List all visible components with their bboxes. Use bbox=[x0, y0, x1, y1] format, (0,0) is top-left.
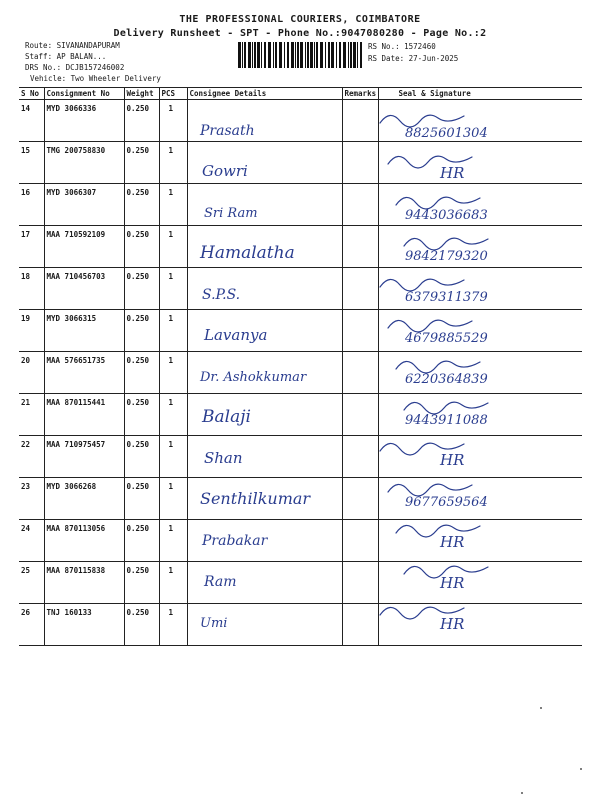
row-pcs: 1 bbox=[159, 478, 187, 520]
table-row bbox=[19, 310, 582, 352]
row-consignee-details bbox=[187, 478, 342, 520]
signature-handwriting: HR bbox=[440, 574, 465, 592]
col-remarks: Remarks bbox=[342, 88, 378, 100]
barcode-bar bbox=[336, 42, 337, 68]
consignee-handwriting: Gowri bbox=[202, 162, 248, 180]
row-consignee-details bbox=[187, 604, 342, 646]
row-weight: 0.250 bbox=[124, 100, 159, 142]
row-remarks bbox=[342, 394, 378, 436]
barcode-bar bbox=[316, 42, 318, 68]
row-seal-signature bbox=[378, 604, 582, 646]
consignee-handwriting: Senthilkumar bbox=[200, 489, 311, 508]
table-row bbox=[19, 604, 582, 646]
barcode-bar bbox=[273, 42, 274, 68]
row-pcs: 1 bbox=[159, 310, 187, 352]
barcode-bar bbox=[238, 42, 241, 68]
runsheet-table bbox=[19, 87, 582, 646]
row-pcs: 1 bbox=[159, 562, 187, 604]
barcode-bar bbox=[307, 42, 309, 68]
row-consignment-no: MYD 3066268 bbox=[44, 478, 124, 520]
row-sno: 16 bbox=[19, 184, 44, 226]
col-weight: Weight bbox=[124, 88, 159, 100]
table-row bbox=[19, 436, 582, 478]
row-consignee-details bbox=[187, 562, 342, 604]
barcode-bar bbox=[287, 42, 289, 68]
row-remarks bbox=[342, 352, 378, 394]
row-remarks bbox=[342, 478, 378, 520]
row-consignee-details bbox=[187, 310, 342, 352]
barcode-bar bbox=[279, 42, 282, 68]
row-weight: 0.250 bbox=[124, 226, 159, 268]
route-label: Route: SIVANANDAPURAM bbox=[25, 41, 120, 50]
row-seal-signature bbox=[378, 478, 582, 520]
barcode-bar bbox=[328, 42, 330, 68]
barcode-bar bbox=[320, 42, 323, 68]
barcode-bar bbox=[360, 42, 362, 68]
barcode-icon bbox=[238, 42, 362, 68]
row-consignment-no: MAA 710592109 bbox=[44, 226, 124, 268]
row-remarks bbox=[342, 226, 378, 268]
row-remarks bbox=[342, 604, 378, 646]
row-consignment-no: MYD 3066307 bbox=[44, 184, 124, 226]
row-sno: 15 bbox=[19, 142, 44, 184]
signature-handwriting: HR bbox=[440, 615, 465, 633]
row-consignee-details bbox=[187, 142, 342, 184]
row-consignment-no: MYD 3066336 bbox=[44, 100, 124, 142]
row-consignment-no: MYD 3066315 bbox=[44, 310, 124, 352]
consignee-handwriting: Dr. Ashokkumar bbox=[200, 370, 307, 385]
barcode-bar bbox=[310, 42, 313, 68]
row-remarks bbox=[342, 184, 378, 226]
row-consignment-no: MAA 710456703 bbox=[44, 268, 124, 310]
signature-handwriting: HR bbox=[440, 451, 465, 469]
row-seal-signature bbox=[378, 226, 582, 268]
row-consignee-details bbox=[187, 100, 342, 142]
signature-handwriting: 8825601304 bbox=[405, 126, 488, 141]
barcode-bar bbox=[305, 42, 306, 68]
row-consignee-details bbox=[187, 268, 342, 310]
barcode-bar bbox=[350, 42, 352, 68]
table-row bbox=[19, 478, 582, 520]
row-consignment-no: MAA 870115441 bbox=[44, 394, 124, 436]
barcode-bar bbox=[343, 42, 346, 68]
table-row bbox=[19, 142, 582, 184]
staff-label: Staff: AP BALAN... bbox=[25, 52, 107, 61]
signature-handwriting: 6379311379 bbox=[405, 290, 488, 305]
consignee-handwriting: Sri Ram bbox=[204, 206, 258, 221]
row-seal-signature bbox=[378, 562, 582, 604]
row-remarks bbox=[342, 100, 378, 142]
row-remarks bbox=[342, 436, 378, 478]
table-header-row bbox=[19, 88, 582, 100]
barcode-bar bbox=[264, 42, 266, 68]
signature-handwriting: HR bbox=[440, 533, 465, 551]
table-row bbox=[19, 268, 582, 310]
signature-handwriting: HR bbox=[440, 164, 465, 182]
signature-handwriting: 9677659564 bbox=[405, 495, 488, 510]
row-sno: 14 bbox=[19, 100, 44, 142]
row-pcs: 1 bbox=[159, 604, 187, 646]
barcode-bar bbox=[300, 42, 303, 68]
row-sno: 21 bbox=[19, 394, 44, 436]
barcode-bar bbox=[325, 42, 326, 68]
row-seal-signature bbox=[378, 394, 582, 436]
barcode-bar bbox=[353, 42, 356, 68]
row-consignee-details bbox=[187, 184, 342, 226]
consignee-handwriting: Hamalatha bbox=[200, 243, 295, 263]
row-seal-signature bbox=[378, 184, 582, 226]
signature-handwriting: 6220364839 bbox=[405, 372, 488, 387]
barcode-bar bbox=[242, 42, 243, 68]
row-seal-signature bbox=[378, 310, 582, 352]
table-row bbox=[19, 226, 582, 268]
row-seal-signature bbox=[378, 436, 582, 478]
row-remarks bbox=[342, 268, 378, 310]
barcode-bar bbox=[291, 42, 294, 68]
row-weight: 0.250 bbox=[124, 394, 159, 436]
scan-speck bbox=[540, 707, 542, 709]
barcode-bar bbox=[284, 42, 285, 68]
consignee-handwriting: Umi bbox=[200, 616, 228, 631]
company-title: THE PROFESSIONAL COURIERS, COIMBATORE bbox=[179, 14, 421, 25]
row-consignment-no: MAA 576651735 bbox=[44, 352, 124, 394]
row-seal-signature bbox=[378, 352, 582, 394]
barcode-bar bbox=[357, 42, 358, 68]
vehicle-label: Vehicle: Two Wheeler Delivery bbox=[30, 74, 161, 83]
row-pcs: 1 bbox=[159, 142, 187, 184]
signature-handwriting: 4679885529 bbox=[405, 331, 488, 346]
rs-number: RS No.: 1572460 bbox=[368, 42, 436, 51]
row-seal-signature bbox=[378, 268, 582, 310]
drs-number: DRS No.: DCJB157246002 bbox=[25, 63, 125, 72]
signature-handwriting: 9443036683 bbox=[405, 208, 488, 223]
table-row bbox=[19, 352, 582, 394]
scan-speck bbox=[521, 792, 523, 794]
barcode-bar bbox=[254, 42, 256, 68]
row-sno: 17 bbox=[19, 226, 44, 268]
row-sno: 25 bbox=[19, 562, 44, 604]
table-row bbox=[19, 100, 582, 142]
barcode-bar bbox=[297, 42, 299, 68]
row-pcs: 1 bbox=[159, 520, 187, 562]
row-weight: 0.250 bbox=[124, 310, 159, 352]
row-consignee-details bbox=[187, 394, 342, 436]
consignee-handwriting: S.P.S. bbox=[202, 287, 241, 303]
barcode-bar bbox=[275, 42, 277, 68]
consignee-handwriting: Prabakar bbox=[202, 533, 268, 549]
barcode-bar bbox=[348, 42, 349, 68]
row-remarks bbox=[342, 562, 378, 604]
col-consignee: Consignee Details bbox=[187, 88, 342, 100]
row-pcs: 1 bbox=[159, 352, 187, 394]
row-weight: 0.250 bbox=[124, 478, 159, 520]
row-consignee-details bbox=[187, 226, 342, 268]
signature-handwriting: 9842179320 bbox=[405, 249, 488, 264]
consignee-handwriting: Shan bbox=[204, 449, 243, 467]
row-pcs: 1 bbox=[159, 394, 187, 436]
barcode-bar bbox=[268, 42, 271, 68]
row-weight: 0.250 bbox=[124, 142, 159, 184]
barcode-bar bbox=[295, 42, 296, 68]
row-sno: 26 bbox=[19, 604, 44, 646]
barcode-bar bbox=[339, 42, 341, 68]
consignee-handwriting: Balaji bbox=[202, 407, 251, 427]
rs-date: RS Date: 27-Jun-2025 bbox=[368, 54, 459, 63]
row-seal-signature bbox=[378, 520, 582, 562]
col-consignment: Consignment No bbox=[44, 88, 124, 100]
row-sno: 20 bbox=[19, 352, 44, 394]
row-weight: 0.250 bbox=[124, 562, 159, 604]
barcode-bar bbox=[261, 42, 262, 68]
consignee-handwriting: Prasath bbox=[200, 123, 255, 139]
scan-speck bbox=[580, 768, 582, 770]
table-row bbox=[19, 562, 582, 604]
barcode-bar bbox=[314, 42, 315, 68]
row-seal-signature bbox=[378, 142, 582, 184]
consignee-handwriting: Lavanya bbox=[204, 326, 268, 344]
row-sno: 22 bbox=[19, 436, 44, 478]
row-pcs: 1 bbox=[159, 226, 187, 268]
col-signature: Seal & Signature bbox=[378, 88, 582, 100]
row-consignment-no: MAA 710975457 bbox=[44, 436, 124, 478]
row-weight: 0.250 bbox=[124, 268, 159, 310]
barcode-bar bbox=[248, 42, 251, 68]
col-pcs: PCS bbox=[159, 88, 187, 100]
col-sno: S No bbox=[19, 88, 44, 100]
row-weight: 0.250 bbox=[124, 520, 159, 562]
signature-handwriting: 9443911088 bbox=[405, 413, 488, 428]
table-row bbox=[19, 394, 582, 436]
row-sno: 18 bbox=[19, 268, 44, 310]
row-pcs: 1 bbox=[159, 436, 187, 478]
row-sno: 24 bbox=[19, 520, 44, 562]
row-consignee-details bbox=[187, 520, 342, 562]
consignee-handwriting: Ram bbox=[204, 574, 237, 590]
row-remarks bbox=[342, 142, 378, 184]
row-remarks bbox=[342, 520, 378, 562]
row-weight: 0.250 bbox=[124, 352, 159, 394]
barcode-bar bbox=[244, 42, 246, 68]
barcode-bar bbox=[257, 42, 260, 68]
table-row bbox=[19, 520, 582, 562]
row-weight: 0.250 bbox=[124, 436, 159, 478]
row-weight: 0.250 bbox=[124, 604, 159, 646]
row-remarks bbox=[342, 310, 378, 352]
row-seal-signature bbox=[378, 100, 582, 142]
row-consignment-no: MAA 870113056 bbox=[44, 520, 124, 562]
row-consignee-details bbox=[187, 436, 342, 478]
row-pcs: 1 bbox=[159, 100, 187, 142]
row-pcs: 1 bbox=[159, 268, 187, 310]
runsheet-subtitle: Delivery Runsheet - SPT - Phone No.:9047080280 - Page No.:2 bbox=[113, 28, 487, 39]
row-sno: 19 bbox=[19, 310, 44, 352]
row-consignment-no: TMG 200758830 bbox=[44, 142, 124, 184]
barcode-bar bbox=[331, 42, 334, 68]
row-consignment-no: MAA 870115838 bbox=[44, 562, 124, 604]
barcode-bar bbox=[252, 42, 253, 68]
row-consignment-no: TNJ 160133 bbox=[44, 604, 124, 646]
row-sno: 23 bbox=[19, 478, 44, 520]
row-weight: 0.250 bbox=[124, 184, 159, 226]
table-row bbox=[19, 184, 582, 226]
row-consignee-details bbox=[187, 352, 342, 394]
row-pcs: 1 bbox=[159, 184, 187, 226]
